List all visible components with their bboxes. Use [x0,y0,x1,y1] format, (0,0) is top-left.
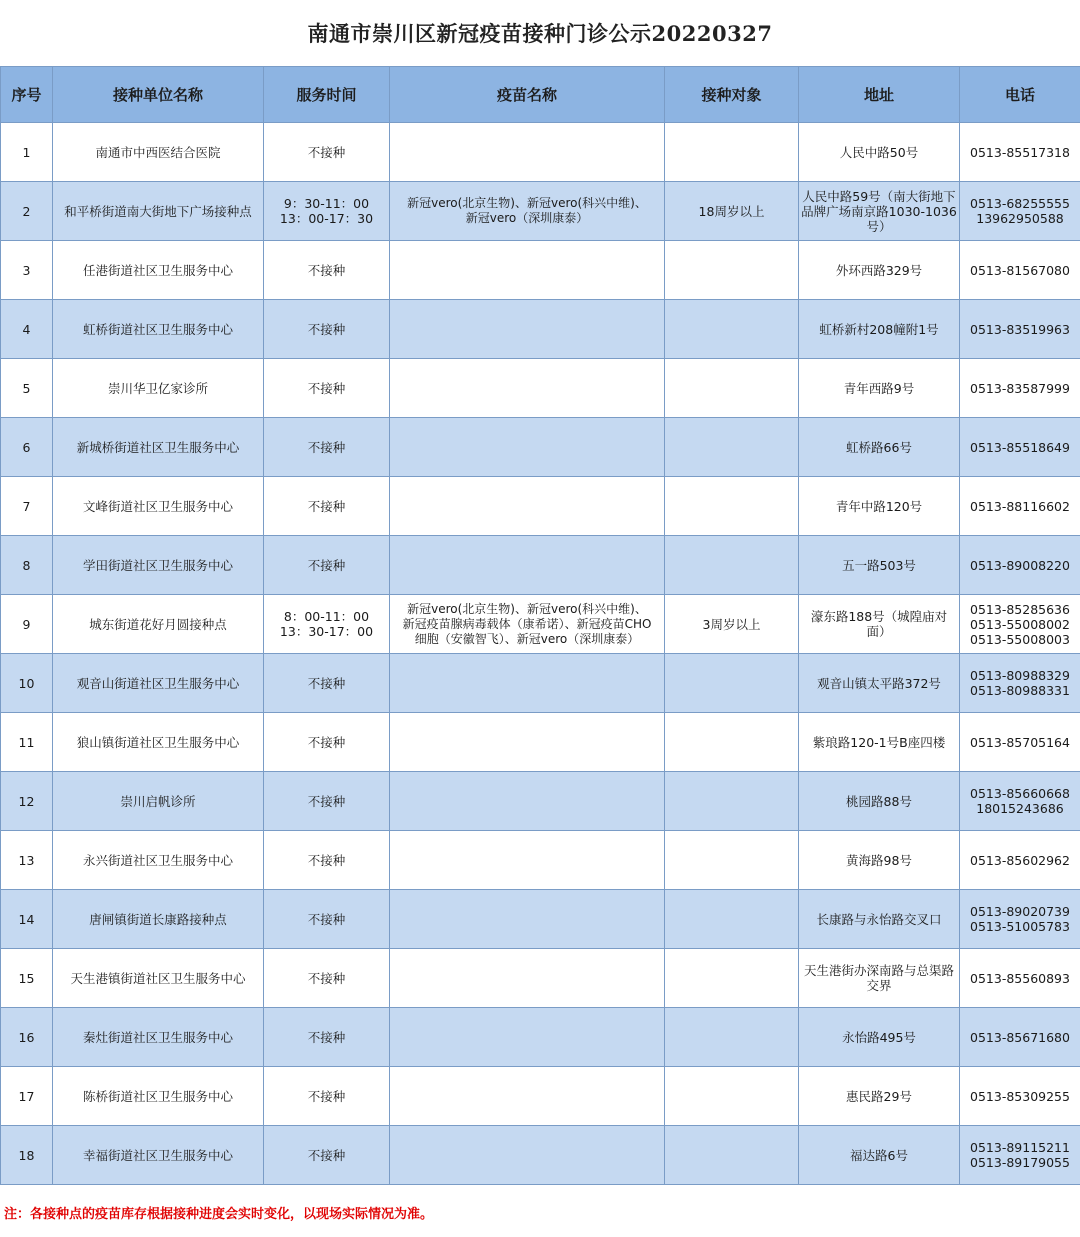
cell-unit-name: 和平桥街道南大街地下广场接种点 [53,182,264,241]
cell-service-time: 不接种 [264,654,390,713]
cell-target-group [665,418,799,477]
cell-unit-name: 幸福街道社区卫生服务中心 [53,1126,264,1185]
cell-no: 12 [1,772,53,831]
cell-address: 濠东路188号（城隍庙对 面） [799,595,960,654]
header-target-group: 接种对象 [665,67,799,123]
table-row [1,536,1080,595]
cell-service-time: 不接种 [264,1008,390,1067]
cell-address: 紫琅路120-1号B座四楼 [799,713,960,772]
cell-phone: 0513-83587999 [960,359,1080,418]
cell-service-time: 不接种 [264,300,390,359]
cell-vaccine-name [390,418,665,477]
cell-vaccine-name [390,359,665,418]
cell-phone: 0513-89008220 [960,536,1080,595]
table-row [1,1067,1080,1126]
cell-vaccine-name [390,713,665,772]
page-title: 南通市崇川区新冠疫苗接种门诊公示20220327 [307,21,773,46]
cell-vaccine-name [390,536,665,595]
table-row [1,241,1080,300]
cell-target-group: 18周岁以上 [665,182,799,241]
cell-no: 7 [1,477,53,536]
cell-phone: 0513-85602962 [960,831,1080,890]
vaccination-clinic-table [0,66,1080,1185]
cell-no: 3 [1,241,53,300]
cell-vaccine-name [390,1008,665,1067]
cell-service-time: 不接种 [264,831,390,890]
header-no: 序号 [1,67,53,123]
table-header-row [1,67,1080,123]
cell-no: 2 [1,182,53,241]
cell-service-time: 不接种 [264,359,390,418]
cell-target-group [665,831,799,890]
table-row [1,300,1080,359]
cell-unit-name: 陈桥街道社区卫生服务中心 [53,1067,264,1126]
table-row [1,595,1080,654]
cell-service-time: 不接种 [264,890,390,949]
cell-unit-name: 南通市中西医结合医院 [53,123,264,182]
cell-address: 天生港街办深南路与总渠路 交界 [799,949,960,1008]
cell-unit-name: 新城桥街道社区卫生服务中心 [53,418,264,477]
cell-phone: 0513-85285636 0513-55008002 0513-55008003 [960,595,1080,654]
cell-address: 外环西路329号 [799,241,960,300]
cell-service-time: 不接种 [264,241,390,300]
cell-phone: 0513-85671680 [960,1008,1080,1067]
cell-no: 13 [1,831,53,890]
cell-target-group [665,477,799,536]
cell-target-group [665,772,799,831]
cell-no: 16 [1,1008,53,1067]
cell-phone: 0513-89020739 0513-51005783 [960,890,1080,949]
cell-service-time: 9：30-11：00 13：00-17：30 [264,182,390,241]
cell-service-time: 不接种 [264,477,390,536]
cell-target-group [665,654,799,713]
cell-address: 青年中路120号 [799,477,960,536]
cell-address: 人民中路59号（南大街地下 品牌广场南京路1030-1036 号） [799,182,960,241]
cell-phone: 0513-85517318 [960,123,1080,182]
cell-service-time: 不接种 [264,772,390,831]
cell-unit-name: 天生港镇街道社区卫生服务中心 [53,949,264,1008]
table-row [1,890,1080,949]
cell-unit-name: 永兴街道社区卫生服务中心 [53,831,264,890]
cell-vaccine-name [390,241,665,300]
table-row [1,182,1080,241]
cell-no: 11 [1,713,53,772]
cell-no: 18 [1,1126,53,1185]
cell-unit-name: 崇川华卫亿家诊所 [53,359,264,418]
header-vaccine-name: 疫苗名称 [390,67,665,123]
cell-service-time: 不接种 [264,418,390,477]
cell-phone: 0513-88116602 [960,477,1080,536]
table-row [1,359,1080,418]
cell-unit-name: 城东街道花好月圆接种点 [53,595,264,654]
cell-unit-name: 唐闸镇街道长康路接种点 [53,890,264,949]
cell-address: 人民中路50号 [799,123,960,182]
table-row [1,123,1080,182]
cell-no: 9 [1,595,53,654]
header-address: 地址 [799,67,960,123]
cell-unit-name: 观音山街道社区卫生服务中心 [53,654,264,713]
table-row [1,831,1080,890]
cell-phone: 0513-68255555 13962950588 [960,182,1080,241]
table-row [1,654,1080,713]
table-row [1,1126,1080,1185]
cell-vaccine-name: 新冠vero(北京生物)、新冠vero(科兴中维)、 新冠vero（深圳康泰） [390,182,665,241]
header-service-time: 服务时间 [264,67,390,123]
cell-address: 青年西路9号 [799,359,960,418]
cell-target-group [665,1126,799,1185]
cell-address: 永怡路495号 [799,1008,960,1067]
cell-address: 黄海路98号 [799,831,960,890]
cell-vaccine-name [390,654,665,713]
cell-target-group [665,949,799,1008]
cell-unit-name: 狼山镇街道社区卫生服务中心 [53,713,264,772]
cell-phone: 0513-85560893 [960,949,1080,1008]
cell-unit-name: 秦灶街道社区卫生服务中心 [53,1008,264,1067]
cell-service-time: 不接种 [264,713,390,772]
cell-vaccine-name [390,123,665,182]
cell-phone: 0513-81567080 [960,241,1080,300]
header-unit-name: 接种单位名称 [53,67,264,123]
table-row [1,772,1080,831]
cell-unit-name: 文峰街道社区卫生服务中心 [53,477,264,536]
cell-phone: 0513-85518649 [960,418,1080,477]
cell-no: 14 [1,890,53,949]
cell-vaccine-name: 新冠vero(北京生物)、新冠vero(科兴中维)、 新冠疫苗腺病毒载体（康希诺）、新冠疫苗CHO 细胞（安徽智飞）、新冠vero（深圳康泰） [390,595,665,654]
cell-vaccine-name [390,772,665,831]
cell-vaccine-name [390,1067,665,1126]
cell-no: 10 [1,654,53,713]
cell-address: 惠民路29号 [799,1067,960,1126]
cell-unit-name: 虹桥街道社区卫生服务中心 [53,300,264,359]
footnote: 注：各接种点的疫苗库存根据接种进度会实时变化，以现场实际情况为准。 [4,1207,434,1222]
cell-no: 8 [1,536,53,595]
cell-target-group [665,241,799,300]
header-phone: 电话 [960,67,1080,123]
cell-vaccine-name [390,949,665,1008]
cell-unit-name: 崇川启帆诊所 [53,772,264,831]
cell-phone: 0513-80988329 0513-80988331 [960,654,1080,713]
table-row [1,418,1080,477]
cell-phone: 0513-85705164 [960,713,1080,772]
cell-address: 虹桥路66号 [799,418,960,477]
cell-target-group [665,713,799,772]
cell-no: 6 [1,418,53,477]
cell-vaccine-name [390,1126,665,1185]
table-row [1,713,1080,772]
cell-target-group [665,1067,799,1126]
cell-no: 17 [1,1067,53,1126]
cell-phone: 0513-85309255 [960,1067,1080,1126]
cell-address: 五一路503号 [799,536,960,595]
cell-service-time: 8：00-11：00 13：30-17：00 [264,595,390,654]
cell-target-group [665,890,799,949]
cell-vaccine-name [390,300,665,359]
cell-no: 1 [1,123,53,182]
cell-service-time: 不接种 [264,536,390,595]
cell-service-time: 不接种 [264,1067,390,1126]
cell-target-group [665,123,799,182]
cell-target-group [665,1008,799,1067]
cell-no: 4 [1,300,53,359]
cell-vaccine-name [390,477,665,536]
cell-unit-name: 学田街道社区卫生服务中心 [53,536,264,595]
table-row [1,1008,1080,1067]
table-row [1,477,1080,536]
cell-address: 福达路6号 [799,1126,960,1185]
cell-no: 5 [1,359,53,418]
cell-vaccine-name [390,890,665,949]
cell-target-group [665,536,799,595]
cell-no: 15 [1,949,53,1008]
cell-phone: 0513-89115211 0513-89179055 [960,1126,1080,1185]
cell-phone: 0513-83519963 [960,300,1080,359]
cell-target-group [665,300,799,359]
cell-phone: 0513-85660668 18015243686 [960,772,1080,831]
cell-vaccine-name [390,831,665,890]
cell-service-time: 不接种 [264,949,390,1008]
cell-target-group: 3周岁以上 [665,595,799,654]
cell-address: 观音山镇太平路372号 [799,654,960,713]
cell-address: 桃园路88号 [799,772,960,831]
cell-address: 虹桥新村208幢附1号 [799,300,960,359]
cell-address: 长康路与永怡路交叉口 [799,890,960,949]
table-row [1,949,1080,1008]
cell-service-time: 不接种 [264,1126,390,1185]
cell-unit-name: 任港街道社区卫生服务中心 [53,241,264,300]
cell-service-time: 不接种 [264,123,390,182]
cell-target-group [665,359,799,418]
